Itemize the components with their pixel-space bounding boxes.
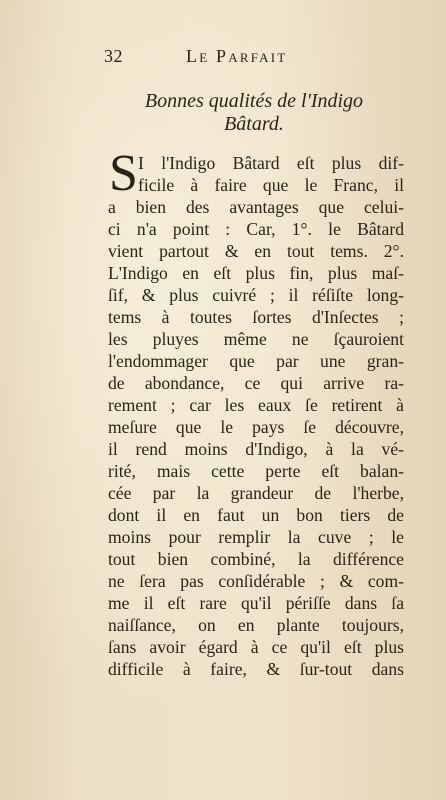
text-line: L'Indigo en eſt plus fin, plus maſ- xyxy=(108,263,404,283)
text-line: les pluyes même ne ſçauroient xyxy=(108,329,404,349)
text-line: l'endommager que par une gran- xyxy=(108,351,404,371)
text-line: difficile à faire, & ſur-tout dans xyxy=(108,659,404,679)
text-line: rité, mais cette perte eſt balan- xyxy=(108,461,404,481)
drop-cap: S xyxy=(109,145,138,202)
text-line: meſure que le pays ſe découvre, xyxy=(108,417,404,437)
text-line: naiſſance, on en plante toujours, xyxy=(108,615,404,635)
text-line: rement ; car les eaux ſe retirent à xyxy=(108,395,404,415)
text-line: moins pour remplir la cuve ; le xyxy=(108,527,404,547)
text-line: I l'Indigo Bâtard eſt plus dif- xyxy=(138,153,404,173)
text-line: ne ſera pas conſidérable ; & com- xyxy=(108,571,404,591)
text-line: vient partout & en tout tems. 2°. xyxy=(108,241,404,261)
body-text xyxy=(108,145,404,680)
page-number: 32 xyxy=(104,46,123,66)
page-header xyxy=(104,46,394,68)
text-line: ci n'a point : Car, 1°. le Bâtard xyxy=(108,219,404,239)
text-line: ſif, & plus cuivré ; il réſiſte long- xyxy=(108,285,404,305)
text-line: de abondance, ce qui arrive ra- xyxy=(108,373,404,393)
section-title xyxy=(104,90,404,136)
running-head: Le Parfait xyxy=(186,46,288,66)
text-line: me il eſt rare qu'il périſſe dans ſa xyxy=(108,593,404,613)
section-title-line-2: Bâtard. xyxy=(224,113,284,135)
text-line: tout bien combiné, la différence xyxy=(108,549,404,569)
text-line: il rend moins d'Indigo, à la vé- xyxy=(108,439,404,459)
text-line: tems à toutes ſortes d'Inſectes ; xyxy=(108,307,404,327)
text-line: a bien des avantages que celui- xyxy=(108,197,404,217)
text-line: cée par la grandeur de l'herbe, xyxy=(108,483,404,503)
text-line: dont il en faut un bon tiers de xyxy=(108,505,404,525)
section-title-line-1: Bonnes qualités de l'Indigo xyxy=(144,90,364,112)
text-line: ſans avoir égard à ce qu'il eſt plus xyxy=(108,637,404,657)
text-line: ficile à faire que le Franc, il xyxy=(138,175,404,195)
